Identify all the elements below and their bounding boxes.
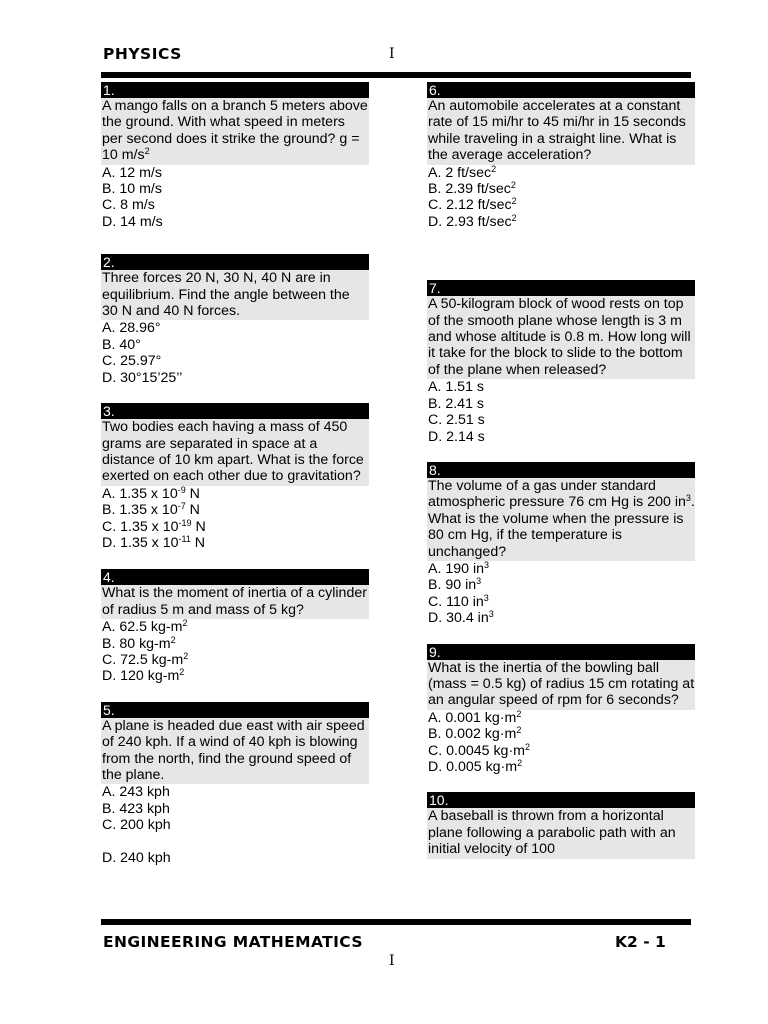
- question-8: [427, 462, 695, 627]
- answer-option: C. 200 kph: [102, 817, 171, 834]
- answer-option: B. 10 m/s: [102, 181, 162, 198]
- question-4: [101, 569, 369, 684]
- answer-option: D. 120 $kg-m^2$: [102, 667, 185, 685]
- answer-option: D. 30.4 $in^3$: [428, 609, 494, 627]
- blank-line: [101, 834, 369, 850]
- question-number: 2.: [101, 254, 369, 270]
- question-number: 5.: [101, 702, 369, 718]
- question-6: [427, 82, 695, 230]
- answer-options: [101, 784, 369, 866]
- answer-options: [101, 165, 369, 231]
- answer-option: A. 62.5 $kg-m^2$: [102, 618, 188, 636]
- answer-option: C. 72.5 $kg-m^2$: [102, 650, 189, 668]
- right-column: [427, 82, 695, 859]
- answer-option: C. 1.35 x $10^{-19}$ N: [102, 517, 206, 535]
- answer-option: A. 1.51 s: [428, 379, 484, 396]
- answer-option: B. 1.35 x $10^{-7}$ N: [102, 501, 200, 519]
- question-text: A plane is headed due east with air speed of 240 kph. If a wind of 40 kph is blowing from the north, find the ground speed of the plane.: [101, 718, 369, 785]
- question-2: [101, 254, 369, 386]
- answer-options: [427, 561, 695, 627]
- question-number: 3.: [101, 403, 369, 419]
- answer-option: C. 2.51 s: [428, 412, 485, 429]
- answer-option: D. 14 m/s: [102, 213, 163, 230]
- question-text: The volume of a gas under standard atmospheric pressure 76 cm Hg is 200 $in^3$. What is the volume when the pressure is 80 cm Hg, if the temperature is unchanged?: [428, 477, 695, 560]
- question-text: A mango falls on a branch 5 meters above the ground. With what speed in meters per second does it strike the ground? g = 10 $m/s^2$: [102, 98, 368, 164]
- answer-option: C. 110 $in^3$: [428, 592, 489, 610]
- question-text: A 50-kilogram block of wood rests on top of the smooth plane whose length is 3 m and whose altitude is 0.8 m. How long will it take for the block to slide to the bottom of the plane when released?: [427, 296, 695, 379]
- answer-option: B. 0.002 $kg\cdot m^2$: [428, 725, 522, 743]
- footer-rule: [101, 919, 691, 925]
- question-number: 9.: [427, 644, 695, 660]
- answer-option: C. 2.12 $ft/\sec^2$: [428, 196, 517, 214]
- question-text: What is the moment of inertia of a cylinder of radius 5 m and mass of 5 kg?: [101, 585, 369, 619]
- answer-option: A. 190 $in^3$: [428, 559, 490, 577]
- question-7: [427, 280, 695, 445]
- question-number: 8.: [427, 462, 695, 478]
- footer-title: ENGINEERING MATHEMATICS: [103, 933, 363, 951]
- answer-option: B. 2.41 s: [428, 395, 484, 412]
- question-number: 7.: [427, 280, 695, 296]
- answer-option: B. 2.39 $ft/\sec^2$: [428, 180, 516, 198]
- question-number: 4.: [101, 569, 369, 585]
- question-5: [101, 702, 369, 867]
- answer-option: D. 30°15’25’’: [102, 369, 183, 386]
- question-1: [101, 82, 369, 230]
- answer-option: B. 80 $kg-m^2$: [102, 634, 176, 652]
- question-number: 10.: [427, 792, 695, 808]
- answer-options: [101, 320, 369, 386]
- question-text: Two bodies each having a mass of 450 grams are separated in space at a distance of 10 km apart. What is the force exerted on each other due to gravitation?: [101, 419, 369, 486]
- left-column: [101, 82, 369, 866]
- answer-option: C. 8 m/s: [102, 197, 155, 214]
- answer-option: D. 2.93 $ft/\sec^2$: [428, 212, 517, 230]
- answer-option: D. 0.005 $kg\cdot m^2$: [428, 758, 523, 775]
- question-number: 1.: [101, 82, 369, 98]
- question-9: [427, 644, 695, 776]
- answer-option: A. 28.96°: [102, 320, 161, 337]
- answer-option: D. 240 kph: [102, 850, 171, 867]
- question-text: What is the inertia of the bowling ball (mass = 0.5 kg) of radius 15 cm rotating at an angular speed of rpm for 6 seconds?: [428, 659, 695, 709]
- answer-option: C. 25.97°: [102, 353, 162, 370]
- answer-option: D. 1.35 x $10^{-11}$ N: [102, 533, 206, 551]
- footer-page-code: K2 - 1: [615, 933, 666, 951]
- header-rule: [101, 72, 691, 78]
- answer-option: A. 2 $ft/\sec^2$: [428, 163, 497, 181]
- answer-option: A. 0.001 $kg\cdot m^2$: [428, 708, 522, 726]
- answer-options: [427, 710, 695, 776]
- answer-options: [427, 165, 695, 231]
- answer-option: A. 1.35 x $10^{-9}$ N: [102, 484, 200, 502]
- answer-options: [101, 619, 369, 685]
- answer-option: C. 0.0045 $kg\cdot m^2$: [428, 741, 531, 759]
- question-10: [427, 792, 695, 858]
- answer-option: A. 12 m/s: [102, 164, 162, 181]
- answer-option: B. 90 $in^3$: [428, 576, 482, 594]
- answer-option: A. 243 kph: [102, 784, 170, 801]
- question-text: An automobile accelerates at a constant rate of 15 mi/hr to 45 mi/hr in 15 seconds while traveling in a straight line. What is the average acceleration?: [427, 98, 695, 165]
- answer-option: D. 2.14 s: [428, 428, 485, 445]
- page-header-mark: I: [389, 46, 395, 62]
- question-3: [101, 403, 369, 551]
- answer-options: [427, 379, 695, 445]
- question-text: Three forces 20 N, 30 N, 40 N are in equilibrium. Find the angle between the 30 N and 40 N forces.: [101, 270, 369, 320]
- answer-option: B. 40°: [102, 336, 141, 353]
- answer-options: [101, 486, 369, 552]
- answer-option: B. 423 kph: [102, 800, 170, 817]
- question-number: 6.: [427, 82, 695, 98]
- footer-mark: I: [389, 953, 395, 969]
- question-text: A baseball is thrown from a horizontal plane following a parabolic path with an initial velocity of 100: [427, 808, 695, 858]
- page-header-title: PHYSICS: [103, 45, 182, 63]
